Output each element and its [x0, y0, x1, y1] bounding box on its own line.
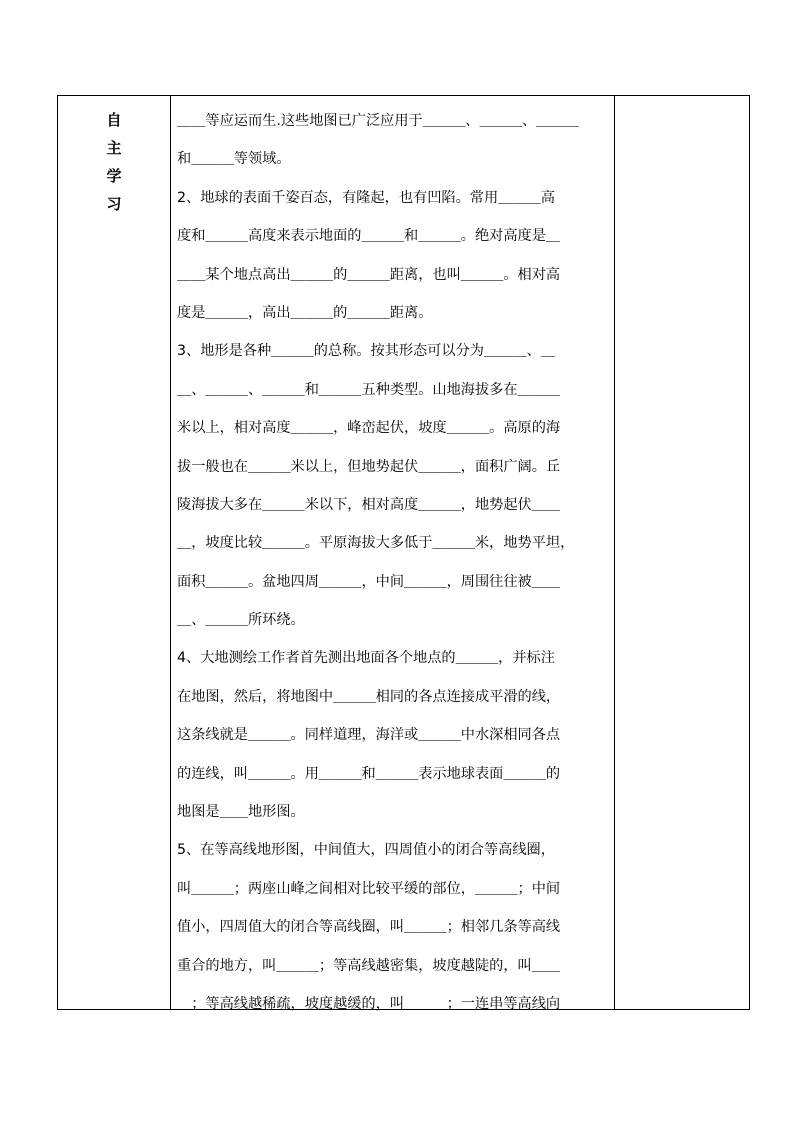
text-line: ＿＿等应运而生.这些地图已广泛应用于＿＿＿、＿＿＿、＿＿＿	[177, 113, 579, 129]
text-line: 度是＿＿＿，高出＿＿＿的＿＿＿距离。	[177, 304, 433, 321]
text-line: 2、地球的表面千姿百态，有隆起，也有凹陷。常用＿＿＿高	[177, 189, 555, 206]
text-line: ＿、＿＿＿、＿＿＿和＿＿＿五种类型。山地海拔多在＿＿＿	[177, 381, 561, 398]
text-line: 5、在等高线地形图，中间值大，四周值小的闭合等高线圈，	[177, 842, 555, 859]
text-line: 米以上，相对高度＿＿＿，峰峦起伏，坡度＿＿＿。高原的海	[177, 420, 561, 437]
text-line: 拔一般也在＿＿＿米以上，但地势起伏＿＿＿，面积广阔。丘	[177, 458, 561, 475]
section-label-char: 主	[106, 139, 122, 157]
text-line: ＿＿某个地点高出＿＿＿的＿＿＿距离，也叫＿＿＿。相对高	[177, 266, 561, 283]
text-line: 在地图，然后，将地图中＿＿＿相同的各点连接成平滑的线，	[177, 688, 561, 705]
text-line: 和＿＿＿等领域。	[177, 151, 291, 168]
text-line: 度和＿＿＿高度来表示地面的＿＿＿和＿＿＿。绝对高度是＿	[177, 228, 561, 245]
text-line: 3、地形是各种＿＿＿的总称。按其形态可以分为＿＿＿、＿	[177, 343, 555, 360]
section-label-char: 学	[106, 167, 122, 185]
text-line: ＿，坡度比较＿＿＿。平原海拔大多低于＿＿＿米，地势平坦，	[177, 535, 575, 552]
text-line: 值小，四周值大的闭合等高线圈，叫＿＿＿；相邻几条等高线	[177, 919, 561, 936]
text-line: 的连线，叫＿＿＿。用＿＿＿和＿＿＿表示地球表面＿＿＿的	[177, 765, 561, 782]
text-line: 重合的地方，叫＿＿＿；等高线越密集，坡度越陡的，叫＿＿	[177, 957, 561, 974]
text-line: 这条线就是＿＿＿。同样道理，海洋或＿＿＿中水深相同各点	[177, 727, 561, 744]
text-line: 地图是＿＿地形图。	[177, 804, 305, 821]
text-line: 面积＿＿＿。盆地四周＿＿＿，中间＿＿＿，周围往往被＿＿	[177, 573, 561, 590]
text-line: 陵海拔大多在＿＿＿米以下，相对高度＿＿＿，地势起伏＿＿	[177, 496, 561, 513]
section-label-char: 自	[106, 111, 122, 129]
text-line: 叫＿＿＿；两座山峰之间相对比较平缓的部位，＿＿＿；中间	[177, 880, 561, 897]
exercise-text	[177, 102, 609, 1023]
text-line: 4、大地测绘工作者首先测出地面各个地点的＿＿＿，并标注	[177, 650, 555, 667]
column-divider-right	[614, 96, 615, 1009]
text-line: ＿、＿＿＿所环绕。	[177, 612, 305, 629]
section-label-char: 习	[106, 195, 122, 213]
column-divider-left	[170, 96, 171, 1009]
text-line: ＿；等高线越稀疏，坡度越缓的，叫＿＿＿；一连串等高线向	[177, 995, 561, 1012]
section-label-self-study	[58, 106, 170, 218]
worksheet-table	[57, 95, 750, 1010]
